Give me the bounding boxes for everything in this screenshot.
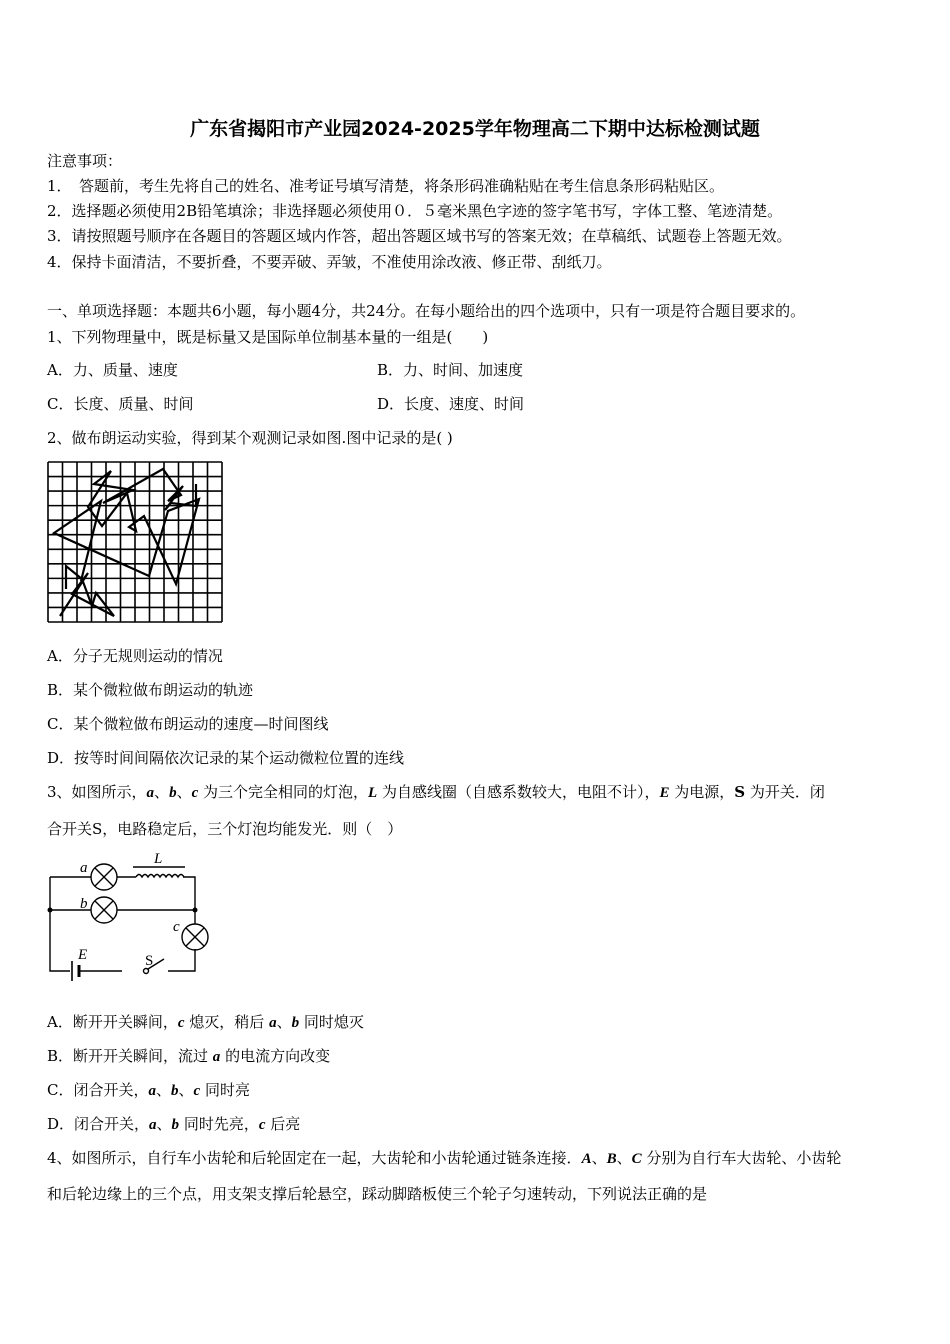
q3-option-a: A．断开开关瞬间，c 熄灭，稍后 a、b 同时熄灭 bbox=[47, 1013, 364, 1031]
q4-stem: 4、如图所示，自行车小齿轮和后轮固定在一起，大齿轮和小齿轮通过链条连接．A、B、C 分别为自行车大齿轮、小齿轮 bbox=[47, 1149, 842, 1167]
page-title: 广东省揭阳市产业园2024-2025学年物理高二下期中达标检测试题 bbox=[190, 118, 760, 140]
notes-heading: 注意事项： bbox=[47, 152, 123, 170]
q2-option-c: C．某个微粒做布朗运动的速度—时间图线 bbox=[47, 715, 329, 733]
section-heading: 一、单项选择题：本题共6小题，每小题4分，共24分。在每小题给出的四个选项中，只有一项是符合题目要求的。 bbox=[47, 302, 806, 320]
q2-stem: 2、做布朗运动实验，得到某个观测记录如图.图中记录的是( ) bbox=[47, 429, 453, 447]
brownian-motion-figure bbox=[46, 461, 224, 624]
q2-option-b: B．某个微粒做布朗运动的轨迹 bbox=[47, 681, 254, 699]
note-1: 1． 答题前，考生先将自己的姓名、准考证号填写清楚，将条形码准确粘贴在考生信息条形码粘贴区。 bbox=[47, 177, 725, 195]
q1-option-a: A．力、质量、速度 bbox=[47, 361, 178, 379]
q3-stem: 3、如图所示，a、b、c 为三个完全相同的灯泡，L 为自感线圈（自感系数较大，电阻不计），E 为电源，S 为开关．闭 bbox=[47, 783, 825, 801]
note-2: 2．选择题必须使用2B铅笔填涂；非选择题必须使用０．５毫米黑色字迹的签字笔书写，字体工整、笔迹清楚。 bbox=[47, 202, 783, 220]
q1-stem: 1、下列物理量中，既是标量又是国际单位制基本量的一组是( ) bbox=[47, 328, 489, 346]
label-b: b bbox=[80, 896, 88, 912]
label-a: a bbox=[80, 860, 88, 876]
q1-option-b: B．力、时间、加速度 bbox=[377, 361, 524, 379]
q3-option-b: B．断开开关瞬间，流过 a 的电流方向改变 bbox=[47, 1047, 331, 1065]
label-c: c bbox=[173, 919, 180, 935]
note-3: 3．请按照题号顺序在各题目的答题区域内作答，超出答题区域书写的答案无效；在草稿纸、试题卷上答题无效。 bbox=[47, 227, 792, 245]
q2-option-a: A．分子无规则运动的情况 bbox=[47, 647, 223, 665]
q3-stem-line2: 合开关S，电路稳定后，三个灯泡均能发光．则（ ） bbox=[47, 820, 403, 838]
q4-stem-line2: 和后轮边缘上的三个点，用支架支撑后轮悬空，踩动脚踏板使三个轮子匀速转动，下列说法正确的是 bbox=[47, 1185, 708, 1203]
label-S: S bbox=[145, 953, 154, 969]
note-4: 4．保持卡面清洁，不要折叠，不要弄破、弄皱，不准使用涂改液、修正带、刮纸刀。 bbox=[47, 253, 612, 271]
q1-option-d: D．长度、速度、时间 bbox=[377, 395, 525, 413]
q1-option-c: C．长度、质量、时间 bbox=[47, 395, 194, 413]
label-E: E bbox=[78, 947, 88, 963]
q3-option-d: D．闭合开关，a、b 同时先亮，c 后亮 bbox=[47, 1115, 301, 1133]
q2-option-d: D．按等时间间隔依次记录的某个运动微粒位置的连线 bbox=[47, 749, 405, 767]
label-L: L bbox=[154, 851, 163, 867]
circuit-diagram bbox=[40, 845, 220, 985]
q3-option-c: C．闭合开关，a、b、c 同时亮 bbox=[47, 1081, 250, 1099]
